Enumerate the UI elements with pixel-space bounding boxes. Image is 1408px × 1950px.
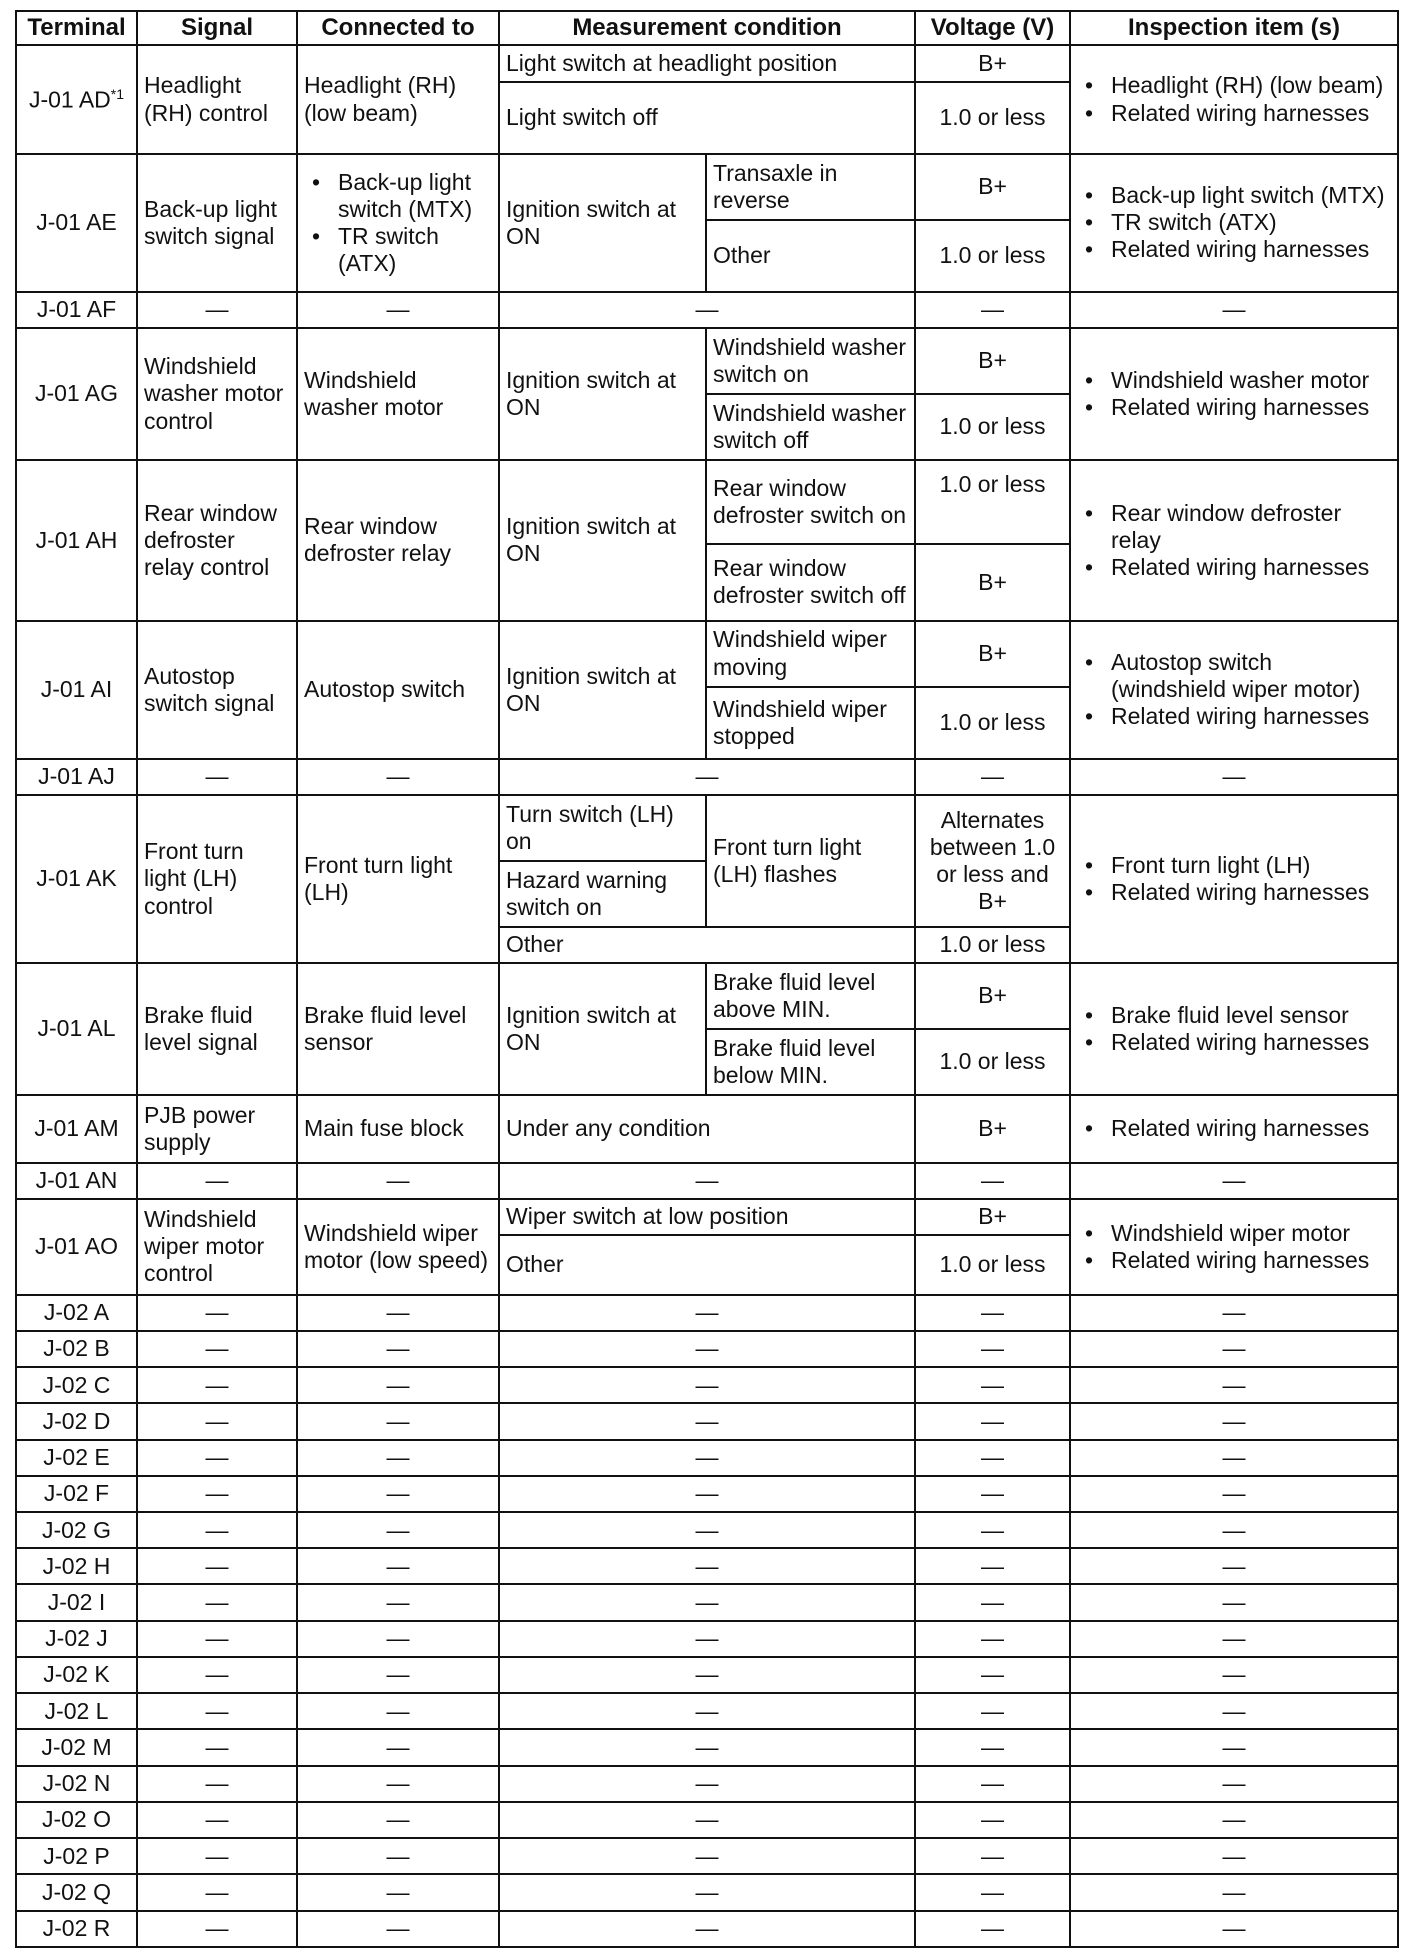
empty-cell: — xyxy=(499,1331,915,1367)
condition-cell: Ignition switch at ON xyxy=(499,460,706,621)
table-row xyxy=(16,795,1398,861)
terminal-cell: J-02 A xyxy=(16,1295,137,1331)
terminal-cell: J-02 C xyxy=(16,1367,137,1403)
empty-cell: — xyxy=(1070,292,1398,328)
empty-cell: — xyxy=(1070,1766,1398,1802)
connected-item: • TR switch (ATX) xyxy=(338,223,492,277)
empty-cell: — xyxy=(1070,1548,1398,1584)
empty-cell: — xyxy=(499,1163,915,1199)
empty-cell: — xyxy=(1070,1476,1398,1512)
inspection-list xyxy=(1077,649,1391,730)
connected-to-cell: Windshield washer motor xyxy=(297,328,499,460)
j02-terminal-rows xyxy=(16,1295,1398,1947)
table-row xyxy=(16,963,1398,1029)
table-row xyxy=(16,328,1398,394)
signal-cell: Windshield washer motor control xyxy=(137,328,297,460)
voltage-cell: 1.0 or less xyxy=(915,82,1070,154)
terminal-cell: J-02 P xyxy=(16,1838,137,1874)
terminal-cell: J-02 R xyxy=(16,1911,137,1947)
table-row xyxy=(16,1911,1398,1947)
voltage-cell: B+ xyxy=(915,154,1070,220)
empty-cell: — xyxy=(1070,1584,1398,1620)
terminal-cell: J-02 I xyxy=(16,1584,137,1620)
table-row xyxy=(16,154,1398,220)
condition-cell: Other xyxy=(499,927,915,963)
terminal-cell: J-01 AF xyxy=(16,292,137,328)
empty-cell: — xyxy=(297,1874,499,1910)
inspection-item: • Rear window defroster relay xyxy=(1111,500,1391,554)
table-row xyxy=(16,1657,1398,1693)
voltage-cell: B+ xyxy=(915,621,1070,687)
table-row xyxy=(16,759,1398,795)
empty-cell: — xyxy=(499,1621,915,1657)
inspection-item: • Related wiring harnesses xyxy=(1111,100,1391,127)
voltage-cell: 1.0 or less xyxy=(915,687,1070,759)
sub-condition-cell: Windshield wiper moving xyxy=(706,621,915,687)
terminal-cell: J-02 D xyxy=(16,1403,137,1439)
inspection-item: • Brake fluid level sensor xyxy=(1111,1002,1391,1029)
connected-to-cell: Rear window defroster relay xyxy=(297,460,499,621)
footnote-mark: *1 xyxy=(110,85,125,102)
empty-cell: — xyxy=(915,1163,1070,1199)
inspection-item: • Related wiring harnesses xyxy=(1111,394,1391,421)
terminal-cell: J-01 AK xyxy=(16,795,137,963)
inspection-item: • Related wiring harnesses xyxy=(1111,554,1391,581)
empty-cell: — xyxy=(297,1766,499,1802)
terminal-cell: J-02 Q xyxy=(16,1874,137,1910)
header-inspection-items: Inspection item (s) xyxy=(1070,11,1398,45)
header-row xyxy=(16,11,1398,45)
table-row xyxy=(16,1163,1398,1199)
empty-cell: — xyxy=(137,1163,297,1199)
empty-cell: — xyxy=(1070,1295,1398,1331)
empty-cell: — xyxy=(1070,1729,1398,1765)
empty-cell: — xyxy=(137,1512,297,1548)
empty-cell: — xyxy=(915,1693,1070,1729)
inspection-cell xyxy=(1070,328,1398,460)
empty-cell: — xyxy=(137,1766,297,1802)
empty-cell: — xyxy=(915,1476,1070,1512)
empty-cell: — xyxy=(137,1911,297,1947)
empty-cell: — xyxy=(915,1295,1070,1331)
empty-cell: — xyxy=(297,1838,499,1874)
signal-cell: PJB power supply xyxy=(137,1095,297,1163)
empty-cell: — xyxy=(1070,1693,1398,1729)
empty-cell: — xyxy=(499,1367,915,1403)
empty-cell: — xyxy=(297,1403,499,1439)
empty-cell: — xyxy=(137,1548,297,1584)
empty-cell: — xyxy=(297,292,499,328)
voltage-cell: B+ xyxy=(915,963,1070,1029)
condition-cell: Ignition switch at ON xyxy=(499,963,706,1095)
table-row xyxy=(16,1874,1398,1910)
table-row xyxy=(16,621,1398,687)
voltage-cell: 1.0 or less xyxy=(915,1029,1070,1095)
empty-cell: — xyxy=(137,1802,297,1838)
terminal-cell: J-02 G xyxy=(16,1512,137,1548)
signal-cell: Brake fluid level signal xyxy=(137,963,297,1095)
empty-cell: — xyxy=(137,1440,297,1476)
empty-cell: — xyxy=(137,1403,297,1439)
empty-cell: — xyxy=(137,1621,297,1657)
table-row xyxy=(16,1512,1398,1548)
empty-cell: — xyxy=(297,1512,499,1548)
terminal-inspection-table xyxy=(15,10,1399,1948)
signal-cell: Front turn light (LH) control xyxy=(137,795,297,963)
condition-cell: Other xyxy=(499,1235,915,1294)
sub-condition-cell: Brake fluid level above MIN. xyxy=(706,963,915,1029)
empty-cell: — xyxy=(1070,1657,1398,1693)
signal-cell: Windshield wiper motor control xyxy=(137,1199,297,1295)
empty-cell: — xyxy=(297,1295,499,1331)
inspection-item: • TR switch (ATX) xyxy=(1111,209,1391,236)
header-signal: Signal xyxy=(137,11,297,45)
empty-cell: — xyxy=(297,1621,499,1657)
empty-cell: — xyxy=(499,1729,915,1765)
inspection-item: • Front turn light (LH) xyxy=(1111,852,1391,879)
empty-cell: — xyxy=(297,1911,499,1947)
empty-cell: — xyxy=(915,1367,1070,1403)
table-row xyxy=(16,1548,1398,1584)
empty-cell: — xyxy=(499,759,915,795)
inspection-item: • Related wiring harnesses xyxy=(1111,1115,1391,1142)
connected-to-cell: Headlight (RH) (low beam) xyxy=(297,45,499,153)
connected-to-cell: Front turn light (LH) xyxy=(297,795,499,963)
table-row xyxy=(16,1802,1398,1838)
empty-cell: — xyxy=(915,1403,1070,1439)
empty-cell: — xyxy=(297,1440,499,1476)
terminal-cell: J-02 B xyxy=(16,1331,137,1367)
empty-cell: — xyxy=(1070,1512,1398,1548)
empty-cell: — xyxy=(499,1874,915,1910)
empty-cell: — xyxy=(499,1766,915,1802)
signal-cell: Autostop switch signal xyxy=(137,621,297,759)
voltage-cell: 1.0 or less xyxy=(915,927,1070,963)
sub-condition-cell: Windshield wiper stopped xyxy=(706,687,915,759)
connected-to-cell: Brake fluid level sensor xyxy=(297,963,499,1095)
empty-cell: — xyxy=(915,1331,1070,1367)
terminal-cell: J-02 K xyxy=(16,1657,137,1693)
inspection-list xyxy=(1077,72,1391,126)
connected-to-cell: Autostop switch xyxy=(297,621,499,759)
empty-cell: — xyxy=(137,1693,297,1729)
sub-condition-cell: Brake fluid level below MIN. xyxy=(706,1029,915,1095)
table-row xyxy=(16,1621,1398,1657)
empty-cell: — xyxy=(499,1584,915,1620)
table-row xyxy=(16,1440,1398,1476)
condition-cell: Turn switch (LH) on xyxy=(499,795,706,861)
sub-condition-cell: Windshield washer switch on xyxy=(706,328,915,394)
empty-cell: — xyxy=(1070,1802,1398,1838)
header-terminal: Terminal xyxy=(16,11,137,45)
sub-condition-cell: Transaxle in reverse xyxy=(706,154,915,220)
empty-cell: — xyxy=(915,1548,1070,1584)
inspection-cell xyxy=(1070,621,1398,759)
voltage-cell: B+ xyxy=(915,1199,1070,1235)
empty-cell: — xyxy=(1070,1874,1398,1910)
terminal-cell: J-01 AN xyxy=(16,1163,137,1199)
table-row xyxy=(16,1331,1398,1367)
empty-cell: — xyxy=(137,1874,297,1910)
empty-cell: — xyxy=(297,1548,499,1584)
inspection-cell xyxy=(1070,795,1398,963)
empty-cell: — xyxy=(1070,1403,1398,1439)
inspection-cell xyxy=(1070,1095,1398,1163)
terminal-cell: J-01 AO xyxy=(16,1199,137,1295)
condition-cell: Wiper switch at low position xyxy=(499,1199,915,1235)
terminal-cell: J-02 J xyxy=(16,1621,137,1657)
empty-cell: — xyxy=(499,1476,915,1512)
inspection-item: • Windshield wiper motor xyxy=(1111,1220,1391,1247)
empty-cell: — xyxy=(915,759,1070,795)
empty-cell: — xyxy=(499,1403,915,1439)
inspection-cell xyxy=(1070,460,1398,621)
terminal-cell: J-02 E xyxy=(16,1440,137,1476)
terminal-cell xyxy=(16,45,137,153)
empty-cell: — xyxy=(499,1838,915,1874)
empty-cell: — xyxy=(137,1838,297,1874)
table-row xyxy=(16,1367,1398,1403)
empty-cell: — xyxy=(499,292,915,328)
empty-cell: — xyxy=(297,1693,499,1729)
connected-to-cell: Windshield wiper motor (low speed) xyxy=(297,1199,499,1295)
header-measurement-condition: Measurement condition xyxy=(499,11,915,45)
inspection-item: • Back-up light switch (MTX) xyxy=(1111,182,1391,209)
connected-list xyxy=(304,169,492,278)
table-row xyxy=(16,1838,1398,1874)
inspection-item: • Autostop switch (windshield wiper motor) xyxy=(1111,649,1391,703)
empty-cell: — xyxy=(1070,1621,1398,1657)
empty-cell: — xyxy=(137,1367,297,1403)
empty-cell: — xyxy=(915,1911,1070,1947)
terminal-cell: J-01 AG xyxy=(16,328,137,460)
terminal-cell: J-02 L xyxy=(16,1693,137,1729)
inspection-list xyxy=(1077,500,1391,581)
connected-to-cell xyxy=(297,154,499,292)
sub-condition-cell: Other xyxy=(706,220,915,292)
empty-cell: — xyxy=(499,1512,915,1548)
voltage-cell: B+ xyxy=(915,1095,1070,1163)
empty-cell: — xyxy=(915,1874,1070,1910)
terminal-cell: J-01 AM xyxy=(16,1095,137,1163)
sub-condition-cell: Windshield washer switch off xyxy=(706,394,915,460)
empty-cell: — xyxy=(1070,1838,1398,1874)
empty-cell: — xyxy=(915,1729,1070,1765)
inspection-list xyxy=(1077,367,1391,421)
terminal-cell: J-01 AL xyxy=(16,963,137,1095)
signal-cell: Back-up light switch signal xyxy=(137,154,297,292)
connected-to-cell: Main fuse block xyxy=(297,1095,499,1163)
result-cell: Front turn light (LH) flashes xyxy=(706,795,915,927)
condition-cell: Ignition switch at ON xyxy=(499,154,706,292)
empty-cell: — xyxy=(915,1584,1070,1620)
header-voltage: Voltage (V) xyxy=(915,11,1070,45)
empty-cell: — xyxy=(297,1367,499,1403)
condition-cell: Light switch off xyxy=(499,82,915,154)
inspection-item: • Related wiring harnesses xyxy=(1111,879,1391,906)
inspection-list xyxy=(1077,852,1391,906)
empty-cell: — xyxy=(1070,1367,1398,1403)
condition-cell: Hazard warning switch on xyxy=(499,861,706,927)
empty-cell: — xyxy=(297,1802,499,1838)
inspection-item: • Related wiring harnesses xyxy=(1111,236,1391,263)
empty-cell: — xyxy=(499,1295,915,1331)
condition-cell: Under any condition xyxy=(499,1095,915,1163)
empty-cell: — xyxy=(297,759,499,795)
empty-cell: — xyxy=(137,1476,297,1512)
terminal-cell: J-01 AJ xyxy=(16,759,137,795)
empty-cell: — xyxy=(499,1548,915,1584)
inspection-cell xyxy=(1070,154,1398,292)
sub-condition-cell: Rear window defroster switch off xyxy=(706,544,915,621)
inspection-item: • Headlight (RH) (low beam) xyxy=(1111,72,1391,99)
connected-item: • Back-up light switch (MTX) xyxy=(338,169,492,223)
empty-cell: — xyxy=(1070,1331,1398,1367)
inspection-item: • Windshield washer motor xyxy=(1111,367,1391,394)
empty-cell: — xyxy=(499,1440,915,1476)
empty-cell: — xyxy=(297,1657,499,1693)
inspection-item: • Related wiring harnesses xyxy=(1111,703,1391,730)
empty-cell: — xyxy=(499,1657,915,1693)
table-row xyxy=(16,45,1398,81)
table-row xyxy=(16,1693,1398,1729)
table-row xyxy=(16,1403,1398,1439)
empty-cell: — xyxy=(1070,1440,1398,1476)
empty-cell: — xyxy=(137,1584,297,1620)
voltage-cell: B+ xyxy=(915,45,1070,81)
empty-cell: — xyxy=(297,1729,499,1765)
table-row xyxy=(16,1295,1398,1331)
table-row xyxy=(16,1584,1398,1620)
inspection-list xyxy=(1077,1115,1391,1142)
condition-cell: Ignition switch at ON xyxy=(499,328,706,460)
empty-cell: — xyxy=(499,1911,915,1947)
voltage-cell: 1.0 or less xyxy=(915,394,1070,460)
voltage-cell: B+ xyxy=(915,544,1070,621)
empty-cell: — xyxy=(499,1693,915,1729)
inspection-list xyxy=(1077,1002,1391,1056)
signal-cell: Headlight (RH) control xyxy=(137,45,297,153)
empty-cell: — xyxy=(915,1657,1070,1693)
empty-cell: — xyxy=(1070,759,1398,795)
empty-cell: — xyxy=(137,1331,297,1367)
terminal-cell: J-02 F xyxy=(16,1476,137,1512)
empty-cell: — xyxy=(1070,1163,1398,1199)
signal-cell: Rear window defroster relay control xyxy=(137,460,297,621)
terminal-cell: J-01 AE xyxy=(16,154,137,292)
empty-cell: — xyxy=(137,1295,297,1331)
terminal-cell: J-02 N xyxy=(16,1766,137,1802)
terminal-cell: J-02 O xyxy=(16,1802,137,1838)
table-row xyxy=(16,460,1398,544)
condition-cell: Light switch at headlight position xyxy=(499,45,915,81)
empty-cell: — xyxy=(137,1657,297,1693)
inspection-list xyxy=(1077,182,1391,263)
sub-condition-cell: Rear window defroster switch on xyxy=(706,460,915,544)
terminal-label: J-01 AD xyxy=(28,86,111,113)
voltage-cell: 1.0 or less xyxy=(915,220,1070,292)
empty-cell: — xyxy=(915,1440,1070,1476)
empty-cell: — xyxy=(915,292,1070,328)
table-row xyxy=(16,1199,1398,1235)
voltage-cell: B+ xyxy=(915,328,1070,394)
empty-cell: — xyxy=(297,1163,499,1199)
table-row xyxy=(16,1729,1398,1765)
header-connected-to: Connected to xyxy=(297,11,499,45)
inspection-item: • Related wiring harnesses xyxy=(1111,1247,1391,1274)
empty-cell: — xyxy=(297,1584,499,1620)
empty-cell: — xyxy=(1070,1911,1398,1947)
table-row xyxy=(16,1095,1398,1163)
empty-cell: — xyxy=(915,1766,1070,1802)
empty-cell: — xyxy=(137,292,297,328)
inspection-list xyxy=(1077,1220,1391,1274)
table-row xyxy=(16,1476,1398,1512)
empty-cell: — xyxy=(915,1621,1070,1657)
empty-cell: — xyxy=(915,1512,1070,1548)
terminal-cell: J-01 AI xyxy=(16,621,137,759)
empty-cell: — xyxy=(137,759,297,795)
condition-cell: Ignition switch at ON xyxy=(499,621,706,759)
voltage-cell: 1.0 or less xyxy=(915,1235,1070,1294)
empty-cell: — xyxy=(915,1838,1070,1874)
empty-cell: — xyxy=(137,1729,297,1765)
empty-cell: — xyxy=(499,1802,915,1838)
table-row xyxy=(16,292,1398,328)
inspection-cell xyxy=(1070,45,1398,153)
inspection-cell xyxy=(1070,963,1398,1095)
inspection-cell xyxy=(1070,1199,1398,1295)
terminal-cell: J-02 M xyxy=(16,1729,137,1765)
voltage-cell: Alternates between 1.0 or less and B+ xyxy=(915,795,1070,927)
empty-cell: — xyxy=(915,1802,1070,1838)
voltage-cell: 1.0 or less xyxy=(915,460,1070,544)
table-row xyxy=(16,1766,1398,1802)
terminal-cell: J-01 AH xyxy=(16,460,137,621)
inspection-item: • Related wiring harnesses xyxy=(1111,1029,1391,1056)
terminal-cell: J-02 H xyxy=(16,1548,137,1584)
empty-cell: — xyxy=(297,1331,499,1367)
empty-cell: — xyxy=(297,1476,499,1512)
